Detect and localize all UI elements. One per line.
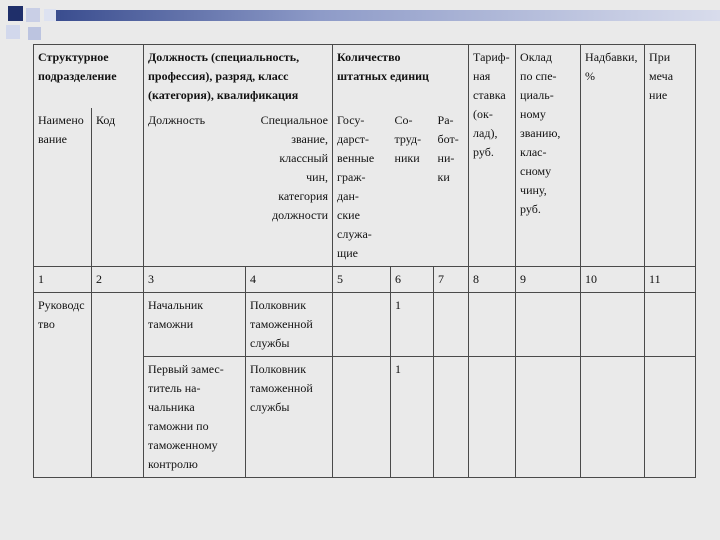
column-number-11: 11 <box>645 267 696 293</box>
code-subheader: Код <box>92 108 144 267</box>
salary-cell <box>516 357 581 478</box>
note-cell <box>645 357 696 478</box>
position-cell: Начальник таможни <box>144 293 246 357</box>
column-number-9: 9 <box>516 267 581 293</box>
header-row-1 <box>34 45 696 109</box>
tariff-cell <box>469 293 516 357</box>
state-servants-cell <box>333 293 391 357</box>
structural-unit-header: Структурное подразделение <box>34 45 144 109</box>
column-number-row <box>34 267 696 293</box>
state-civil-servants-subheader: Госу- дарст- венные граж- дан- ские служа- щие <box>333 108 391 267</box>
name-subheader: Наимено вание <box>34 108 92 267</box>
staffing-table <box>33 44 696 478</box>
decor-square-light-4 <box>44 9 56 21</box>
employees-cell: 1 <box>391 293 434 357</box>
table-row <box>34 293 696 357</box>
column-number-3: 3 <box>144 267 246 293</box>
decor-square-light-3 <box>28 27 41 40</box>
decor-square-dark <box>8 6 23 21</box>
workers-cell <box>434 293 469 357</box>
column-number-10: 10 <box>581 267 645 293</box>
workers-cell <box>434 357 469 478</box>
column-number-7: 7 <box>434 267 469 293</box>
column-number-5: 5 <box>333 267 391 293</box>
workers-subheader: Ра- бот- ни- ки <box>434 108 469 267</box>
tariff-cell <box>469 357 516 478</box>
special-rank-subheader: Специальное звание, классный чин, категория должности <box>246 108 333 267</box>
decor-square-light <box>26 8 40 22</box>
tariff-rate-header: Тариф- ная ставка (ок- лад), руб. <box>469 45 516 267</box>
title-gradient-band <box>56 10 720 21</box>
column-number-2: 2 <box>92 267 144 293</box>
note-cell <box>645 293 696 357</box>
position-group-header: Должность (специальность, профессия), разряд, класс (категория), квалификация <box>144 45 333 109</box>
employees-cell: 1 <box>391 357 434 478</box>
column-number-1: 1 <box>34 267 92 293</box>
unit-cell: Руководс тво <box>34 293 92 478</box>
state-servants-cell <box>333 357 391 478</box>
salary-cell <box>516 293 581 357</box>
column-number-8: 8 <box>469 267 516 293</box>
code-cell <box>92 293 144 478</box>
column-number-4: 4 <box>246 267 333 293</box>
employees-subheader: Со- труд- ники <box>391 108 434 267</box>
column-number-6: 6 <box>391 267 434 293</box>
note-header: При меча ние <box>645 45 696 267</box>
rank-cell: Полковник таможенной службы <box>246 293 333 357</box>
position-subheader: Должность <box>144 108 246 267</box>
allowances-header: Надбавки, % <box>581 45 645 267</box>
position-cell: Первый замес- титель на- чальника таможни по таможенному контролю <box>144 357 246 478</box>
staff-units-header: Количество штатных единиц <box>333 45 469 109</box>
rank-cell: Полковник таможенной службы <box>246 357 333 478</box>
decor-square-light-2 <box>6 25 20 39</box>
allowances-cell <box>581 357 645 478</box>
salary-header: Оклад по спе- циаль- ному званию, клас- сному чину, руб. <box>516 45 581 267</box>
allowances-cell <box>581 293 645 357</box>
